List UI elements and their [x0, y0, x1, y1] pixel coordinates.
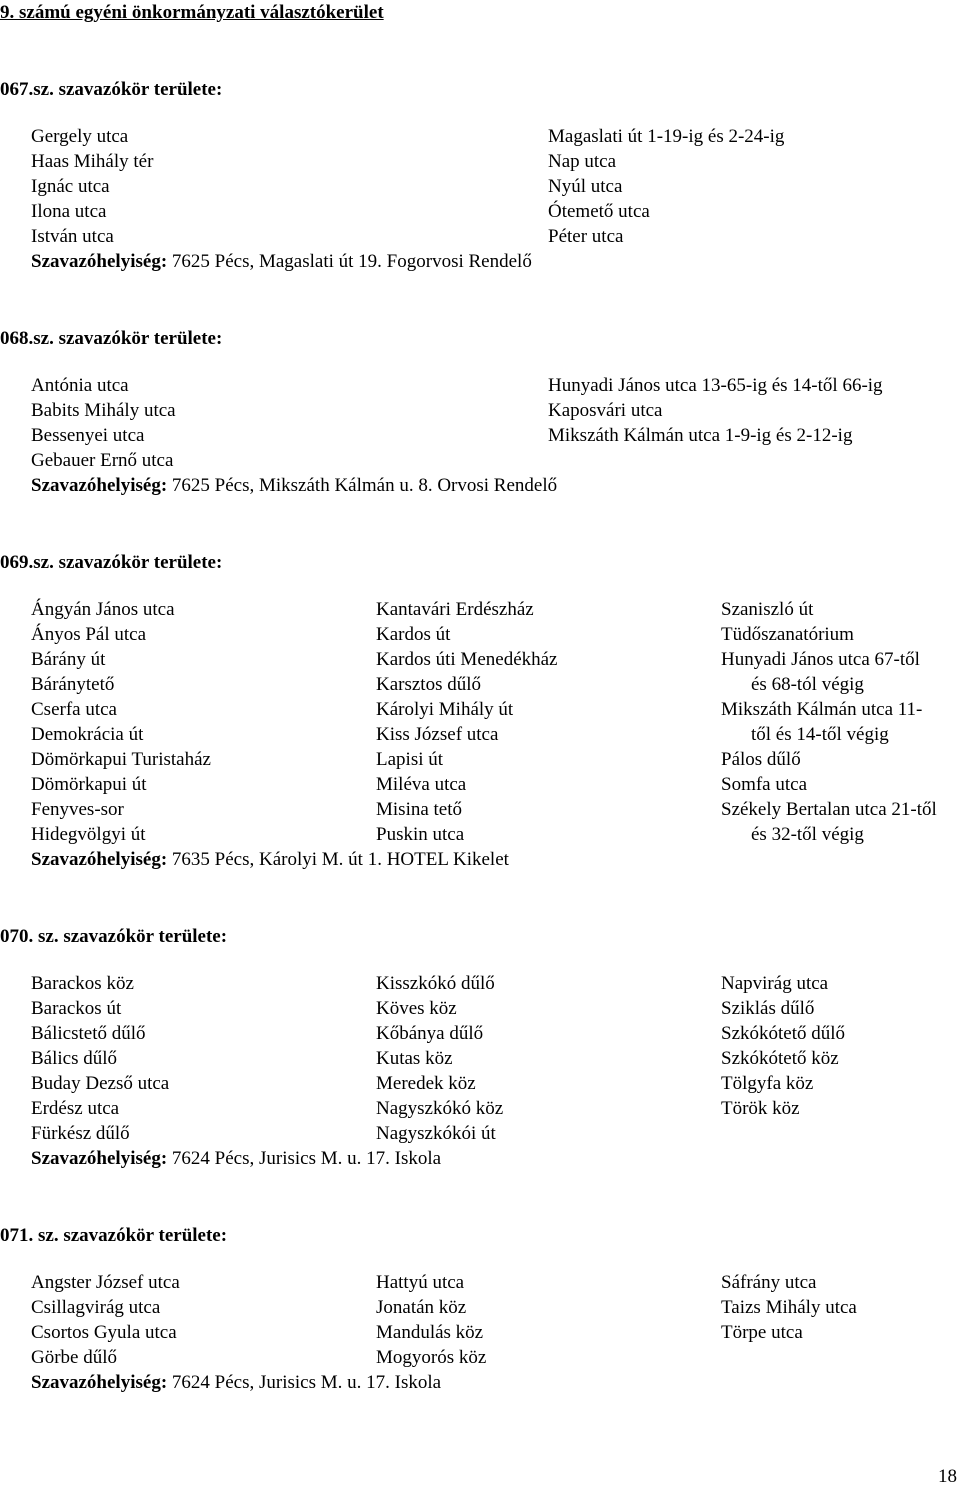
street-item: Antónia utca: [31, 375, 129, 396]
street-item: Báránytető: [31, 674, 115, 695]
street-item: Babits Mihály utca: [31, 400, 176, 421]
street-item: Angster József utca: [31, 1272, 180, 1293]
street-item: Fenyves-sor: [31, 799, 124, 820]
street-item: Taizs Mihály utca: [721, 1297, 857, 1318]
street-item: és 32-től végig: [751, 824, 864, 845]
street-item: Csillagvirág utca: [31, 1297, 161, 1318]
polling-place: [31, 475, 557, 497]
street-item: Buday Dezső utca: [31, 1073, 170, 1094]
street-item: Jonatán köz: [376, 1297, 467, 1318]
street-item: Gergely utca: [31, 126, 129, 147]
section-heading: 067.sz. szavazókör területe:: [0, 79, 223, 100]
street-item: Bálicstető dűlő: [31, 1023, 146, 1044]
street-item: Törpe utca: [721, 1322, 803, 1343]
street-item: Hunyadi János utca 13-65-ig és 14-től 66-ig: [548, 375, 883, 396]
street-item: Mikszáth Kálmán utca 1-9-ig és 2-12-ig: [548, 425, 853, 446]
polling-place-label: Szavazóhelyiség:: [31, 849, 168, 870]
polling-place: [31, 849, 509, 871]
street-item: és 68-tól végig: [751, 674, 864, 695]
street-item: Nagyszkókó köz: [376, 1098, 504, 1119]
section-heading: 071. sz. szavazókör területe:: [0, 1225, 228, 1246]
street-item: Köves köz: [376, 998, 457, 1019]
street-item: Kisszkókó dűlő: [376, 973, 495, 994]
polling-place-address: 7625 Pécs, Mikszáth Kálmán u. 8. Orvosi Rendelő: [171, 475, 558, 496]
street-item: Ilona utca: [31, 201, 107, 222]
street-item: Károlyi Mihály út: [376, 699, 514, 720]
street-item: Szkókótető köz: [721, 1048, 839, 1069]
street-item: Ángyán János utca: [31, 599, 175, 620]
polling-place-label: Szavazóhelyiség:: [31, 1148, 168, 1169]
polling-place-address: 7635 Pécs, Károlyi M. út 1. HOTEL Kikelet: [171, 849, 509, 870]
street-item: Kantavári Erdészház: [376, 599, 534, 620]
street-item: Székely Bertalan utca 21-től: [721, 799, 937, 820]
street-item: Hidegvölgyi út: [31, 824, 146, 845]
street-item: Haas Mihály tér: [31, 151, 154, 172]
street-item: Fürkész dűlő: [31, 1123, 130, 1144]
street-item: Szaniszló út: [721, 599, 814, 620]
street-item: Nyúl utca: [548, 176, 623, 197]
street-item: Tüdőszanatórium: [721, 624, 854, 645]
street-item: István utca: [31, 226, 114, 247]
street-item: Nagyszkókói út: [376, 1123, 496, 1144]
street-item: Lapisi út: [376, 749, 444, 770]
street-item: Meredek köz: [376, 1073, 476, 1094]
street-item: Kaposvári utca: [548, 400, 663, 421]
street-item: Hunyadi János utca 67-től: [721, 649, 920, 670]
street-item: Csortos Gyula utca: [31, 1322, 177, 1343]
street-item: Dömörkapui út: [31, 774, 147, 795]
street-item: Péter utca: [548, 226, 624, 247]
street-item: Bessenyei utca: [31, 425, 145, 446]
polling-place-label: Szavazóhelyiség:: [31, 475, 168, 496]
street-item: től és 14-től végig: [751, 724, 889, 745]
street-item: Szkókótető dűlő: [721, 1023, 846, 1044]
street-item: Misina tető: [376, 799, 463, 820]
street-item: Kardos út: [376, 624, 451, 645]
street-item: Tölgyfa köz: [721, 1073, 814, 1094]
street-item: Török köz: [721, 1098, 800, 1119]
section-heading: 068.sz. szavazókör területe:: [0, 328, 223, 349]
street-item: Ányos Pál utca: [31, 624, 147, 645]
street-item: Bálics dűlő: [31, 1048, 118, 1069]
street-item: Bárány út: [31, 649, 106, 670]
polling-place: [31, 1148, 441, 1170]
polling-place-address: 7624 Pécs, Jurisics M. u. 17. Iskola: [171, 1372, 442, 1393]
district-title: 9. számú egyéni önkormányzati választókerület: [0, 2, 384, 23]
street-item: Kardos úti Menedékház: [376, 649, 558, 670]
section-heading: 070. sz. szavazókör területe:: [0, 926, 228, 947]
street-item: Barackos út: [31, 998, 122, 1019]
street-item: Cserfa utca: [31, 699, 117, 720]
street-item: Kiss József utca: [376, 724, 499, 745]
street-item: Barackos köz: [31, 973, 134, 994]
street-item: Kutas köz: [376, 1048, 453, 1069]
polling-place-address: 7625 Pécs, Magaslati út 19. Fogorvosi Rendelő: [171, 251, 532, 272]
polling-place: [31, 251, 532, 273]
street-item: Kőbánya dűlő: [376, 1023, 484, 1044]
polling-place-address: 7624 Pécs, Jurisics M. u. 17. Iskola: [171, 1148, 442, 1169]
street-item: Erdész utca: [31, 1098, 120, 1119]
street-item: Gebauer Ernő utca: [31, 450, 174, 471]
street-item: Sziklás dűlő: [721, 998, 815, 1019]
street-item: Sáfrány utca: [721, 1272, 817, 1293]
page-number: 18: [938, 1466, 957, 1487]
street-item: Pálos dűlő: [721, 749, 801, 770]
street-item: Napvirág utca: [721, 973, 829, 994]
polling-place: [31, 1372, 441, 1394]
street-item: Mandulás köz: [376, 1322, 484, 1343]
street-item: Ótemető utca: [548, 201, 650, 222]
street-item: Dömörkapui Turistaház: [31, 749, 211, 770]
street-item: Görbe dűlő: [31, 1347, 118, 1368]
street-item: Karsztos dűlő: [376, 674, 482, 695]
polling-place-label: Szavazóhelyiség:: [31, 1372, 168, 1393]
polling-place-label: Szavazóhelyiség:: [31, 251, 168, 272]
street-item: Somfa utca: [721, 774, 808, 795]
street-item: Mogyorós köz: [376, 1347, 487, 1368]
street-item: Puskin utca: [376, 824, 465, 845]
street-item: Ignác utca: [31, 176, 110, 197]
street-item: Magaslati út 1-19-ig és 2-24-ig: [548, 126, 785, 147]
street-item: Mikszáth Kálmán utca 11-: [721, 699, 923, 720]
street-item: Demokrácia út: [31, 724, 144, 745]
section-heading: 069.sz. szavazókör területe:: [0, 552, 223, 573]
street-item: Miléva utca: [376, 774, 467, 795]
street-item: Hattyú utca: [376, 1272, 465, 1293]
street-item: Nap utca: [548, 151, 617, 172]
